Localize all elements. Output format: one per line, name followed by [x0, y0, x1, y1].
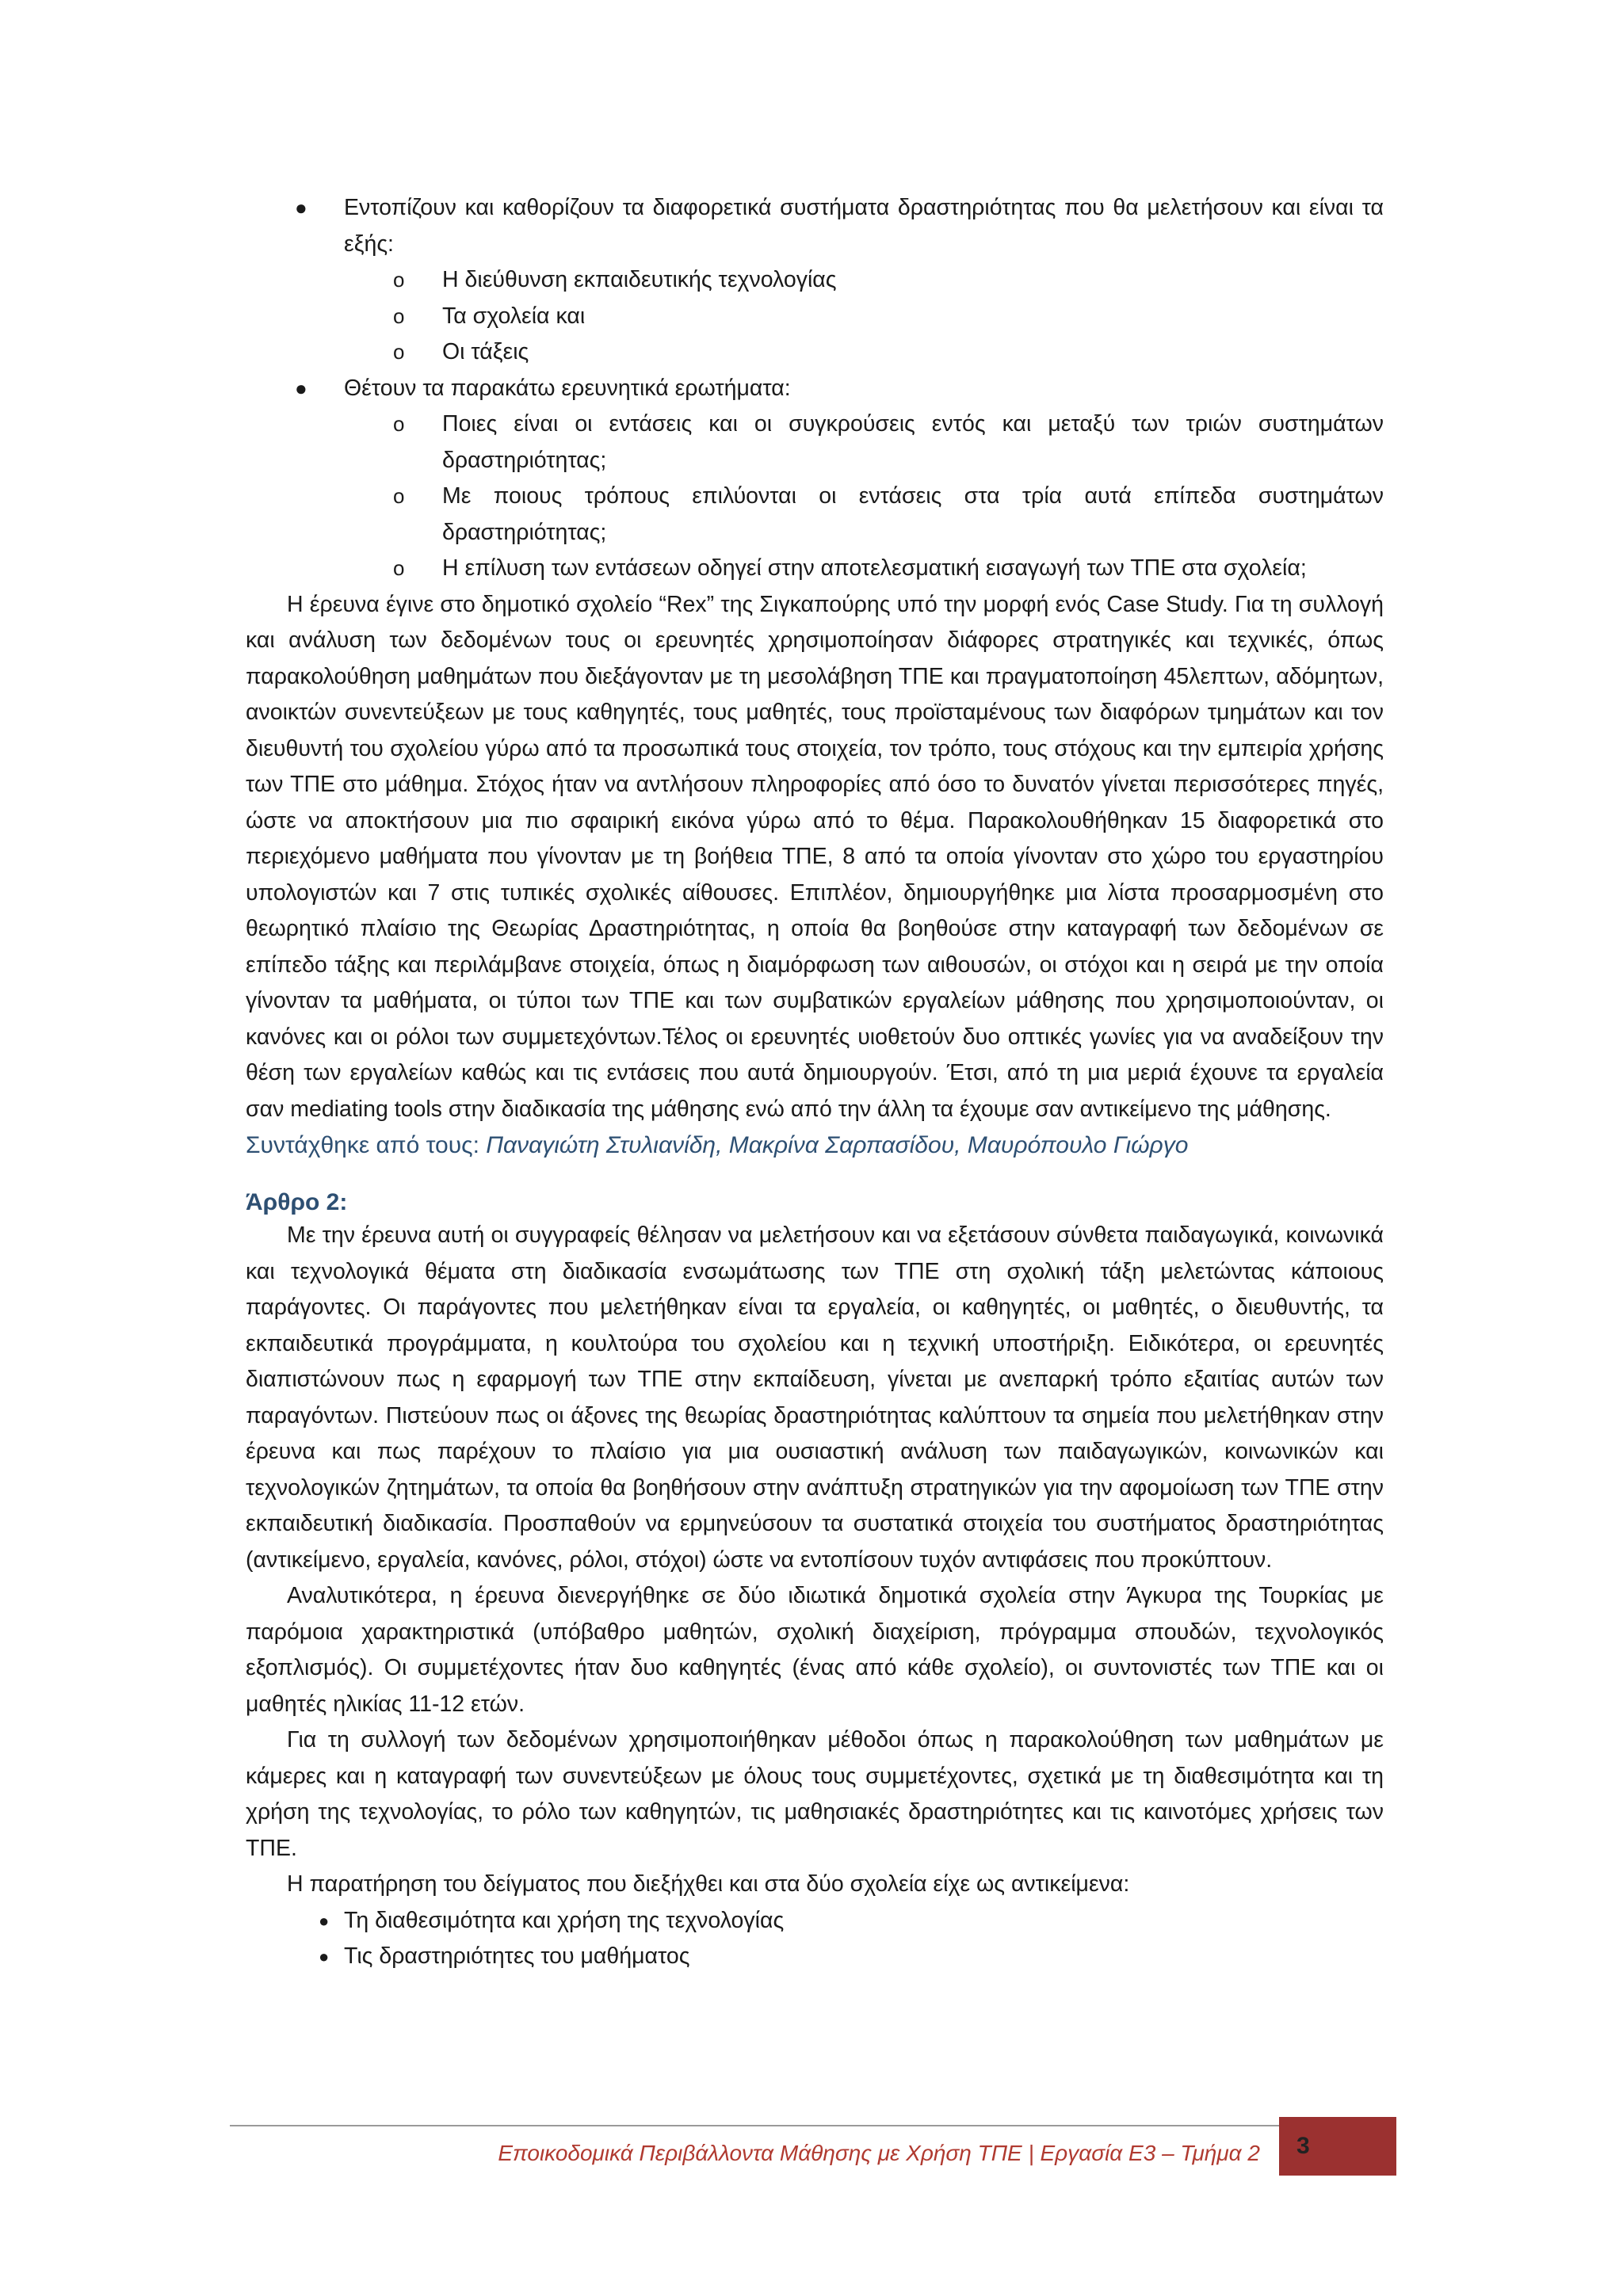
sub-bullet-item: [246, 299, 1384, 335]
circle-bullet-icon: o: [393, 303, 405, 328]
author-credit: [246, 1127, 1384, 1164]
list-item-text: Τη διαθεσιμότητα και χρήση της τεχνολογίας: [344, 1907, 785, 1933]
sub-bullet-text: Η διεύθυνση εκπαιδευτικής τεχνολογίας: [442, 267, 837, 292]
bullet-item: [246, 190, 1384, 262]
circle-bullet-icon: o: [393, 484, 405, 508]
list-item-text: Τις δραστηριότητες του μαθήματος: [344, 1943, 690, 1969]
circle-bullet-icon: o: [393, 556, 405, 580]
bullet-dot-icon: ●: [295, 196, 307, 219]
sub-bullet-item: [246, 262, 1384, 299]
page-number: 3: [1296, 2133, 1310, 2159]
bullet-text: Θέτουν τα παρακάτω ερευνητικά ερωτήματα:: [344, 375, 791, 401]
sub-bullet-item: [246, 334, 1384, 371]
bullet-dot-icon: ●: [319, 1947, 330, 1966]
footer-divider: [230, 2125, 1279, 2126]
sub-bullet-text: Η επίλυση των εντάσεων οδηγεί στην αποτελεσματική εισαγωγή των ΤΠΕ στα σχολεία;: [442, 555, 1307, 581]
page-number-box: [1279, 2117, 1396, 2176]
list-item: [246, 1939, 1384, 1975]
page-body: [246, 190, 1384, 1975]
circle-bullet-icon: o: [393, 340, 405, 364]
sub-bullet-text: Οι τάξεις: [442, 339, 529, 364]
bullet-dot-icon: ●: [295, 376, 307, 400]
bullet-text: Εντοπίζουν και καθορίζουν τα διαφορετικά συστήματα δραστηριότητας που θα μελετήσουν και είναι τα εξής:: [344, 195, 1384, 257]
circle-bullet-icon: o: [393, 268, 405, 292]
section-heading: Άρθρο 2:: [246, 1189, 348, 1215]
body-paragraph: Η παρατήρηση του δείγματος που διεξήχθει και στα δύο σχολεία είχε ως αντικείμενα:: [287, 1871, 1130, 1897]
list-item: [246, 1903, 1384, 1939]
body-paragraph: Αναλυτικότερα, η έρευνα διενεργήθηκε σε δύο ιδιωτικά δημοτικά σχολεία στην Άγκυρα της Τουρκίας με παρόμοια χαρακτηριστικά (υπόβαθρο μαθητών, σχολική διαχείριση, πρόγραμμα σπουδών, τεχνολογικός εξοπλισμός). Οι συμμετέχοντες ήταν δυο καθηγητές (ένας από κάθε σχολείο), οι συντονιστές των ΤΠΕ και οι μαθητές ηλικίας 11-12 ετών.: [246, 1583, 1384, 1717]
bullet-dot-icon: ●: [319, 1910, 330, 1931]
author-names: Παναγιώτη Στυλιανίδη, Μακρίνα Σαρπασίδου, Μαυρόπουλο Γιώργο: [486, 1132, 1189, 1158]
author-prefix: Συντάχθηκε από τους:: [246, 1132, 479, 1158]
body-paragraph: Με την έρευνα αυτή οι συγγραφείς θέλησαν να μελετήσουν και να εξετάσουν σύνθετα παιδαγωγικά, κοινωνικά και τεχνολογικά θέματα στη διαδικασία ενσωμάτωσης των ΤΠΕ στη σχολική τάξη μελετώντας κάποιους παράγοντες. Οι παράγοντες που μελετήθηκαν είναι τα εργαλεία, οι καθηγητές, οι μαθητές, ο διευθυντής, τα εκπαιδευτικά προγράμματα, η κουλτούρα του σχολείου και η τεχνική υποστήριξη. Ειδικότερα, οι ερευνητές διαπιστώνουν πως η εφαρμογή των ΤΠΕ στην εκπαίδευση, γίνεται με ανεπαρκή τρόπο εξαιτίας αυτών των παραγόντων. Πιστεύουν πως οι άξονες της θεωρίας δραστηριότητας καλύπτουν τα σημεία που μελετήθηκαν στην έρευνα και πως παρέχουν το πλαίσιο για μια ουσιαστική ανάλυση των παιδαγωγικών, κοινωνικών και τεχνολογικών ζητημάτων, τα οποία θα βοηθήσουν στην ανάπτυξη στρατηγικών για την αφομοίωση των ΤΠΕ στην εκπαιδευτική διαδικασία. Προσπαθούν να ερμηνεύσουν τα συστατικά στοιχεία του συστήματος δραστηριότητας (αντικείμενο, εργαλεία, κανόνες, ρόλοι, στόχοι) ώστε να εντοπίσουν τυχόν αντιφάσεις που προκύπτουν.: [246, 1222, 1384, 1573]
footer-title: Εποικοδομικά Περιβάλλοντα Μάθησης με Χρήση ΤΠΕ | Εργασία Ε3 – Τμήμα 2: [498, 2141, 1260, 2165]
sub-bullet-text: Ποιες είναι οι εντάσεις και οι συγκρούσεις εντός και μεταξύ των τριών συστημάτων δραστηριότητας;: [442, 411, 1384, 473]
sub-bullet-text: Με ποιους τρόπους επιλύονται οι εντάσεις στα τρία αυτά επίπεδα συστημάτων δραστηριότητας;: [442, 483, 1384, 545]
sub-bullet-item: [246, 479, 1384, 551]
circle-bullet-icon: o: [393, 412, 405, 436]
sub-bullet-item: [246, 551, 1384, 587]
sub-bullet-text: Τα σχολεία και: [442, 303, 586, 329]
body-paragraph: Η έρευνα έγινε στο δημοτικό σχολείο “Rex” της Σιγκαπούρης υπό την μορφή ενός Case Study. Για τη συλλογή και ανάλυση των δεδομένων τους οι ερευνητές χρησιμοποίησαν διάφορες στρατηγικές και τεχνικές, όπως παρακολούθηση μαθημάτων που διεξάγονταν με τη μεσολάβηση ΤΠΕ και πραγματοποίηση 45λεπτων, αδόμητων, ανοικτών συνεντεύξεων με τους καθηγητές, τους μαθητές, τους προϊσταμένους των διαφόρων τμημάτων και τον διευθυντή του σχολείου γύρω από τα προσωπικά τους στοιχεία, τον τρόπο, τους στόχους και την εμπειρία χρήσης των ΤΠΕ στο μάθημα. Στόχος ήταν να αντλήσουν πληροφορίες από όσο το δυνατόν γίνεται περισσότερες πηγές, ώστε να αποκτήσουν μια πιο σφαιρική εικόνα γύρω από το θέμα. Παρακολουθήθηκαν 15 διαφορετικά στο περιεχόμενο μαθήματα που γίνονταν με τη βοήθεια ΤΠΕ, 8 από τα οποία γίνονταν στο χώρο του εργαστηρίου υπολογιστών και 7 στις τυπικές σχολικές αίθουσες. Επιπλέον, δημιουργήθηκε μια λίστα προσαρμοσμένη στο θεωρητικό πλαίσιο της Θεωρίας Δραστηριότητας, η οποία θα βοηθούσε στην καταγραφή των δεδομένων σε επίπεδο τάξης και περιλάμβανε στοιχεία, όπως η διαμόρφωση των αιθουσών, οι στόχοι και η σειρά με την οποία γίνονταν τα μαθήματα, οι τύποι των ΤΠΕ και των συμβατικών εργαλείων μάθησης που χρησιμοποιούνταν, οι κανόνες και οι ρόλοι των συμμετεχόντων.Τέλος οι ερευνητές υιοθετούν δυο οπτικές γωνίες για να αναδείξουν την θέση των εργαλείων καθώς και τις εντάσεις που αυτά δημιουργούν. Έτσι, από τη μια μεριά έχουνε τα εργαλεία σαν mediating tools στην διαδικασία της μάθησης ενώ από την άλλη τα έχουμε σαν αντικείμενο της μάθησης.: [246, 591, 1384, 1122]
sub-bullet-item: [246, 406, 1384, 479]
bullet-item: [246, 371, 1384, 407]
body-paragraph: Για τη συλλογή των δεδομένων χρησιμοποιήθηκαν μέθοδοι όπως η παρακολούθηση των μαθημάτων με κάμερες και η καταγραφή των συνεντεύξεων με όλους τους συμμετέχοντες, σχετικά με τη διαθεσιμότητα και τη χρήση της τεχνολογίας, το ρόλο των καθηγητών, τις μαθησιακές δραστηριότητες και τις καινοτόμες χρήσεις των ΤΠΕ.: [246, 1727, 1384, 1861]
